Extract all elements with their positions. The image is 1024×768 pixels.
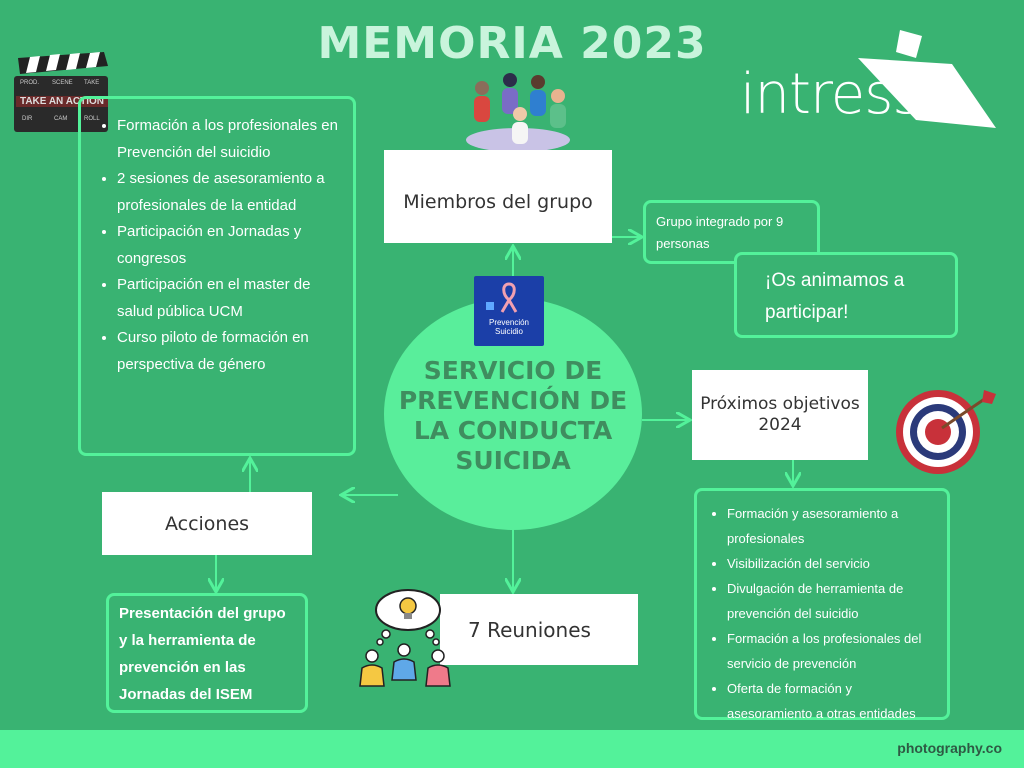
clapper-label-cam: CAM xyxy=(54,116,68,122)
center-title: SERVICIO DE PREVENCIÓN DE LA CONDUCTA SUICIDA xyxy=(398,356,628,475)
list-item: • Divulgación de herramienta de prevención del suicidio xyxy=(727,576,939,626)
list-item: • Visibilización del servicio xyxy=(727,551,939,576)
reuniones-label: 7 Reuniones xyxy=(468,617,591,642)
prevention-logo-line1: Prevención xyxy=(488,318,530,327)
next-objectives-label: Próximos objetivos 2024 xyxy=(700,394,860,435)
clapper-label-prod: PROD. xyxy=(20,80,40,86)
clapper-label-take: TAKE xyxy=(84,80,100,86)
next-objectives-box xyxy=(692,370,868,460)
list-item: • 2 sesiones de asesoramiento a profesionales de la entidad xyxy=(117,166,339,219)
target-icon xyxy=(886,388,998,476)
members-label: Miembros del grupo xyxy=(403,190,593,213)
clapper-label-roll: ROLL xyxy=(84,116,100,122)
list-item: • Participación en Jornadas y congresos xyxy=(117,219,339,272)
encourage-box xyxy=(734,252,958,338)
group-people-icon xyxy=(460,66,576,156)
list-item: • Oferta de formación y asesoramiento a otras entidades xyxy=(727,676,939,726)
list-item: • Formación a los profesionales del servicio de prevención xyxy=(727,626,939,676)
acciones-label: Acciones xyxy=(164,512,250,535)
encourage-text: ¡Os animamos a participar! xyxy=(765,270,905,323)
footer-bar xyxy=(0,730,1024,768)
members-detail: Grupo integrado por 9 personas xyxy=(656,214,784,251)
members-box xyxy=(384,150,612,243)
clapper-label-scene: SCENE xyxy=(52,80,73,86)
list-item: • Curso piloto de formación en perspectiva de género xyxy=(117,325,339,378)
reuniones-box xyxy=(440,594,638,665)
brainstorm-people-icon xyxy=(356,586,460,690)
intress-logo-text: intress xyxy=(740,62,921,127)
clapper-main-text: TAKE AN ACTION xyxy=(16,96,108,107)
clapper-label-dir: DIR xyxy=(22,116,33,122)
next-objectives-list xyxy=(697,491,947,726)
next-objectives-list-box xyxy=(694,488,950,720)
actions-list-box xyxy=(78,96,356,456)
list-item: • Participación en el master de salud pública UCM xyxy=(117,272,339,325)
prevention-logo xyxy=(474,276,544,346)
page-title: MEMORIA 2023 xyxy=(317,18,707,69)
list-item: • Formación y asesoramiento a profesionales xyxy=(727,501,939,551)
actions-list xyxy=(81,99,353,378)
ribbon-icon xyxy=(474,276,544,316)
prevention-logo-line2: Suicidio xyxy=(494,327,523,336)
list-item: • Formación a los profesionales en Prevención del suicidio xyxy=(117,113,339,166)
presentation-box xyxy=(106,593,308,713)
acciones-box xyxy=(102,492,312,555)
footer-credit: photography.co xyxy=(897,740,1002,756)
presentation-text: Presentación del grupo y la herramienta de prevención en las Jornadas del ISEM xyxy=(119,605,286,703)
